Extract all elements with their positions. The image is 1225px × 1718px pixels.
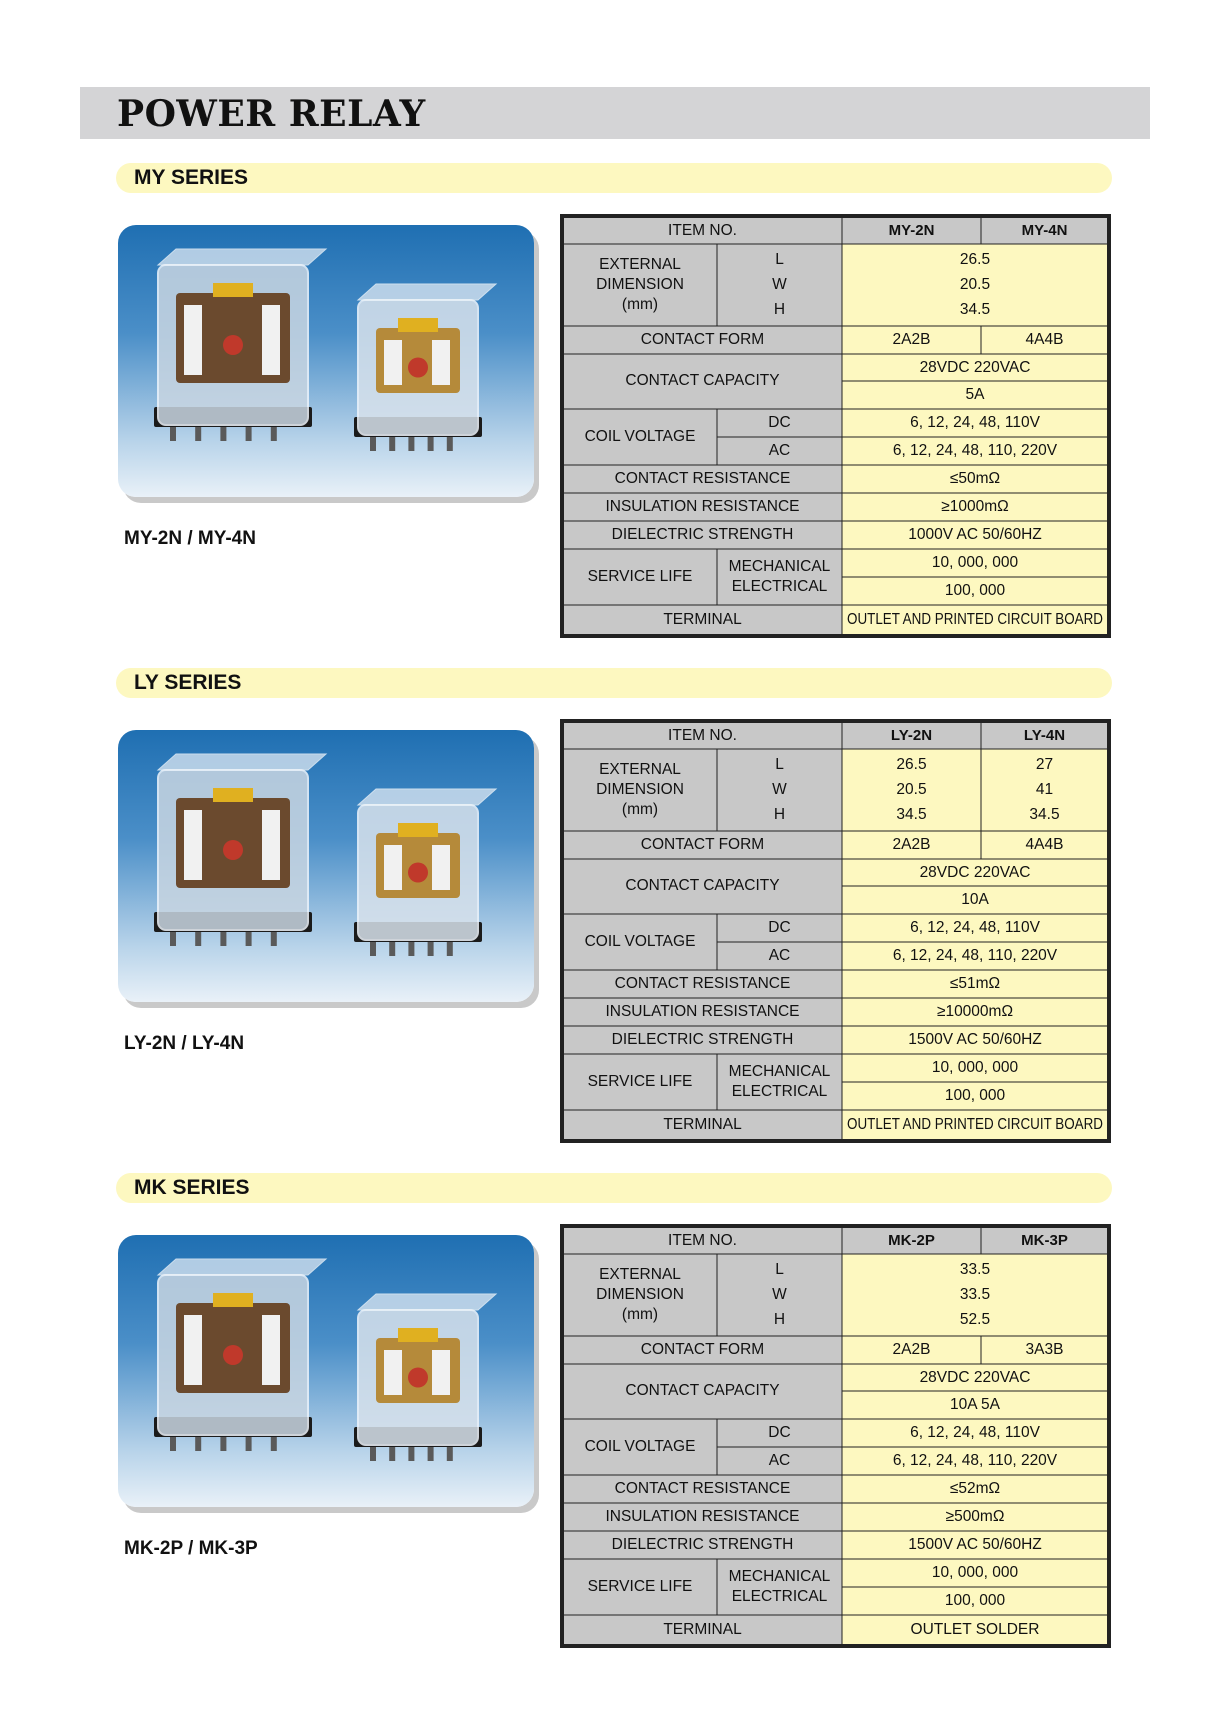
terminal-value: OUTLET SOLDER [910, 1621, 1040, 1639]
contact-capacity-label: CONTACT CAPACITY [625, 1382, 780, 1400]
terminal-label: TERMINAL [663, 611, 742, 629]
contact-capacity-current: 5A [965, 386, 985, 404]
terminal-value: OUTLET AND PRINTED CIRCUIT BOARD [847, 611, 1103, 629]
contact-form-value: 2A2B [892, 836, 931, 854]
page-title: POWER RELAY [117, 93, 426, 135]
dielectric-strength-label: DIELECTRIC STRENGTH [611, 526, 794, 544]
contact-form-value: 2A2B [892, 1341, 931, 1359]
series-section [0, 163, 1225, 668]
coil-ac-value: 6, 12, 24, 48, 110, 220V [892, 947, 1058, 965]
insulation-resistance-value: ≥10000mΩ [936, 1003, 1014, 1021]
dimension-axis-label: H [773, 806, 786, 824]
model-name: MY-4N [1021, 221, 1068, 239]
dimension-label: EXTERNAL [599, 1266, 681, 1284]
model-caption: LY-2N / LY-4N [124, 1033, 245, 1054]
dimension-value: 52.5 [959, 1311, 991, 1329]
dimension-axis-label: L [775, 251, 784, 269]
dielectric-strength-label: DIELECTRIC STRENGTH [611, 1536, 794, 1554]
spec-table [560, 1223, 1120, 1653]
dimension-label: DIMENSION [596, 276, 684, 294]
model-name: LY-4N [1023, 726, 1066, 744]
relay-photo-illustration [118, 730, 534, 1002]
dimension-value: 26.5 [896, 756, 927, 774]
coil-dc-label: DC [768, 919, 791, 937]
dimension-value: 27 [1035, 756, 1054, 774]
life-electrical-label: ELECTRICAL [731, 578, 828, 596]
contact-form-value: 4A4B [1025, 836, 1064, 854]
relay-small-illustration [354, 284, 496, 451]
dielectric-strength-value: 1000V AC 50/60HZ [908, 526, 1042, 544]
contact-resistance-value: ≤50mΩ [949, 470, 1001, 488]
service-life-label: SERVICE LIFE [587, 1073, 693, 1091]
relay-large-illustration [154, 1259, 326, 1451]
life-mechanical-value: 10, 000, 000 [931, 554, 1019, 572]
relay-product-photo [118, 225, 534, 497]
life-electrical-value: 100, 000 [944, 1087, 1006, 1105]
spec-table-container [560, 718, 1120, 1153]
series-heading [116, 1173, 1112, 1203]
dimension-axis-label: W [772, 276, 787, 294]
dimension-label: DIMENSION [596, 781, 684, 799]
coil-dc-value: 6, 12, 24, 48, 110V [910, 919, 1040, 937]
terminal-label: TERMINAL [663, 1621, 742, 1639]
coil-dc-label: DC [768, 414, 791, 432]
contact-form-label: CONTACT FORM [640, 836, 765, 854]
series-heading [116, 163, 1112, 193]
relay-small-illustration [354, 1294, 496, 1461]
life-mechanical-label: MECHANICAL [728, 1568, 831, 1586]
model-name: MY-2N [888, 221, 935, 239]
model-name: LY-2N [890, 726, 933, 744]
dimension-axis-label: H [773, 301, 786, 319]
relay-large-illustration [154, 754, 326, 946]
coil-voltage-label: COIL VOLTAGE [584, 933, 696, 951]
contact-form-label: CONTACT FORM [640, 331, 765, 349]
dimension-axis-label: H [773, 1311, 786, 1329]
insulation-resistance-label: INSULATION RESISTANCE [605, 1508, 800, 1526]
relay-small-illustration [354, 789, 496, 956]
contact-capacity-current: 10A [961, 891, 989, 909]
dimension-axis-label: W [772, 781, 787, 799]
contact-resistance-value: ≤51mΩ [949, 975, 1001, 993]
model-caption: MK-2P / MK-3P [124, 1538, 258, 1559]
coil-ac-label: AC [768, 947, 791, 965]
contact-resistance-value: ≤52mΩ [949, 1480, 1001, 1498]
contact-resistance-label: CONTACT RESISTANCE [614, 1480, 791, 1498]
insulation-resistance-label: INSULATION RESISTANCE [605, 1003, 800, 1021]
coil-voltage-label: COIL VOLTAGE [584, 428, 696, 446]
contact-capacity-label: CONTACT CAPACITY [625, 877, 780, 895]
dimension-unit: (mm) [621, 296, 659, 314]
title-bar [80, 87, 1150, 139]
life-mechanical-value: 10, 000, 000 [931, 1564, 1019, 1582]
coil-ac-label: AC [768, 442, 791, 460]
relay-photo-illustration [118, 225, 534, 497]
coil-dc-value: 6, 12, 24, 48, 110V [910, 414, 1040, 432]
terminal-label: TERMINAL [663, 1116, 742, 1134]
life-mechanical-value: 10, 000, 000 [931, 1059, 1019, 1077]
model-name: MK-2P [888, 1231, 935, 1249]
contact-capacity-voltage: 28VDC 220VAC [919, 864, 1031, 882]
service-life-label: SERVICE LIFE [587, 568, 693, 586]
item-no-label: ITEM NO. [668, 222, 737, 240]
dimension-label: EXTERNAL [599, 256, 681, 274]
dimension-value: 34.5 [1029, 806, 1060, 824]
dimension-value: 33.5 [959, 1286, 991, 1304]
dimension-value: 26.5 [959, 251, 991, 269]
dimension-value: 33.5 [959, 1261, 991, 1279]
insulation-resistance-label: INSULATION RESISTANCE [605, 498, 800, 516]
model-caption: MY-2N / MY-4N [124, 528, 256, 549]
coil-ac-value: 6, 12, 24, 48, 110, 220V [892, 1452, 1058, 1470]
coil-ac-label: AC [768, 1452, 791, 1470]
item-no-label: ITEM NO. [668, 1232, 737, 1250]
series-heading-label: MK SERIES [134, 1176, 250, 1199]
dielectric-strength-value: 1500V AC 50/60HZ [908, 1536, 1042, 1554]
contact-form-value: 2A2B [892, 331, 931, 349]
contact-resistance-label: CONTACT RESISTANCE [614, 975, 791, 993]
life-mechanical-label: MECHANICAL [728, 558, 831, 576]
relay-large-illustration [154, 249, 326, 441]
dimension-axis-label: L [775, 756, 784, 774]
life-electrical-label: ELECTRICAL [731, 1083, 828, 1101]
dimension-axis-label: L [775, 1261, 784, 1279]
dimension-value: 20.5 [896, 781, 927, 799]
contact-form-label: CONTACT FORM [640, 1341, 765, 1359]
coil-voltage-label: COIL VOLTAGE [584, 1438, 696, 1456]
series-section [0, 1173, 1225, 1678]
coil-dc-value: 6, 12, 24, 48, 110V [910, 1424, 1040, 1442]
dimension-unit: (mm) [621, 1306, 659, 1324]
dielectric-strength-value: 1500V AC 50/60HZ [908, 1031, 1042, 1049]
life-electrical-value: 100, 000 [944, 1592, 1006, 1610]
dimension-unit: (mm) [621, 801, 659, 819]
relay-product-photo [118, 730, 534, 1002]
spec-table [560, 213, 1120, 643]
life-mechanical-label: MECHANICAL [728, 1063, 831, 1081]
series-heading-label: MY SERIES [134, 166, 248, 189]
coil-dc-label: DC [768, 1424, 791, 1442]
contact-capacity-label: CONTACT CAPACITY [625, 372, 780, 390]
series-heading-label: LY SERIES [134, 671, 242, 694]
series-section [0, 668, 1225, 1173]
series-heading [116, 668, 1112, 698]
item-no-label: ITEM NO. [668, 727, 737, 745]
dimension-value: 41 [1035, 781, 1054, 799]
dimension-value: 20.5 [959, 276, 991, 294]
contact-capacity-voltage: 28VDC 220VAC [919, 1369, 1031, 1387]
contact-form-value: 3A3B [1025, 1341, 1064, 1359]
life-electrical-label: ELECTRICAL [731, 1588, 828, 1606]
service-life-label: SERVICE LIFE [587, 1578, 693, 1596]
contact-capacity-voltage: 28VDC 220VAC [919, 359, 1031, 377]
dimension-axis-label: W [772, 1286, 787, 1304]
life-electrical-value: 100, 000 [944, 582, 1006, 600]
dimension-value: 34.5 [959, 301, 991, 319]
relay-product-photo [118, 1235, 534, 1507]
model-name: MK-3P [1021, 1231, 1068, 1249]
contact-resistance-label: CONTACT RESISTANCE [614, 470, 791, 488]
dimension-value: 34.5 [896, 806, 927, 824]
insulation-resistance-value: ≥500mΩ [945, 1508, 1005, 1526]
dimension-label: DIMENSION [596, 1286, 684, 1304]
contact-form-value: 4A4B [1025, 331, 1064, 349]
dimension-label: EXTERNAL [599, 761, 681, 779]
contact-capacity-current: 10A 5A [950, 1396, 1000, 1414]
coil-ac-value: 6, 12, 24, 48, 110, 220V [892, 442, 1058, 460]
spec-table [560, 718, 1120, 1148]
relay-photo-illustration [118, 1235, 534, 1507]
spec-table-container [560, 1223, 1120, 1658]
insulation-resistance-value: ≥1000mΩ [941, 498, 1009, 516]
dielectric-strength-label: DIELECTRIC STRENGTH [611, 1031, 794, 1049]
spec-table-container [560, 213, 1120, 648]
terminal-value: OUTLET AND PRINTED CIRCUIT BOARD [847, 1116, 1103, 1134]
